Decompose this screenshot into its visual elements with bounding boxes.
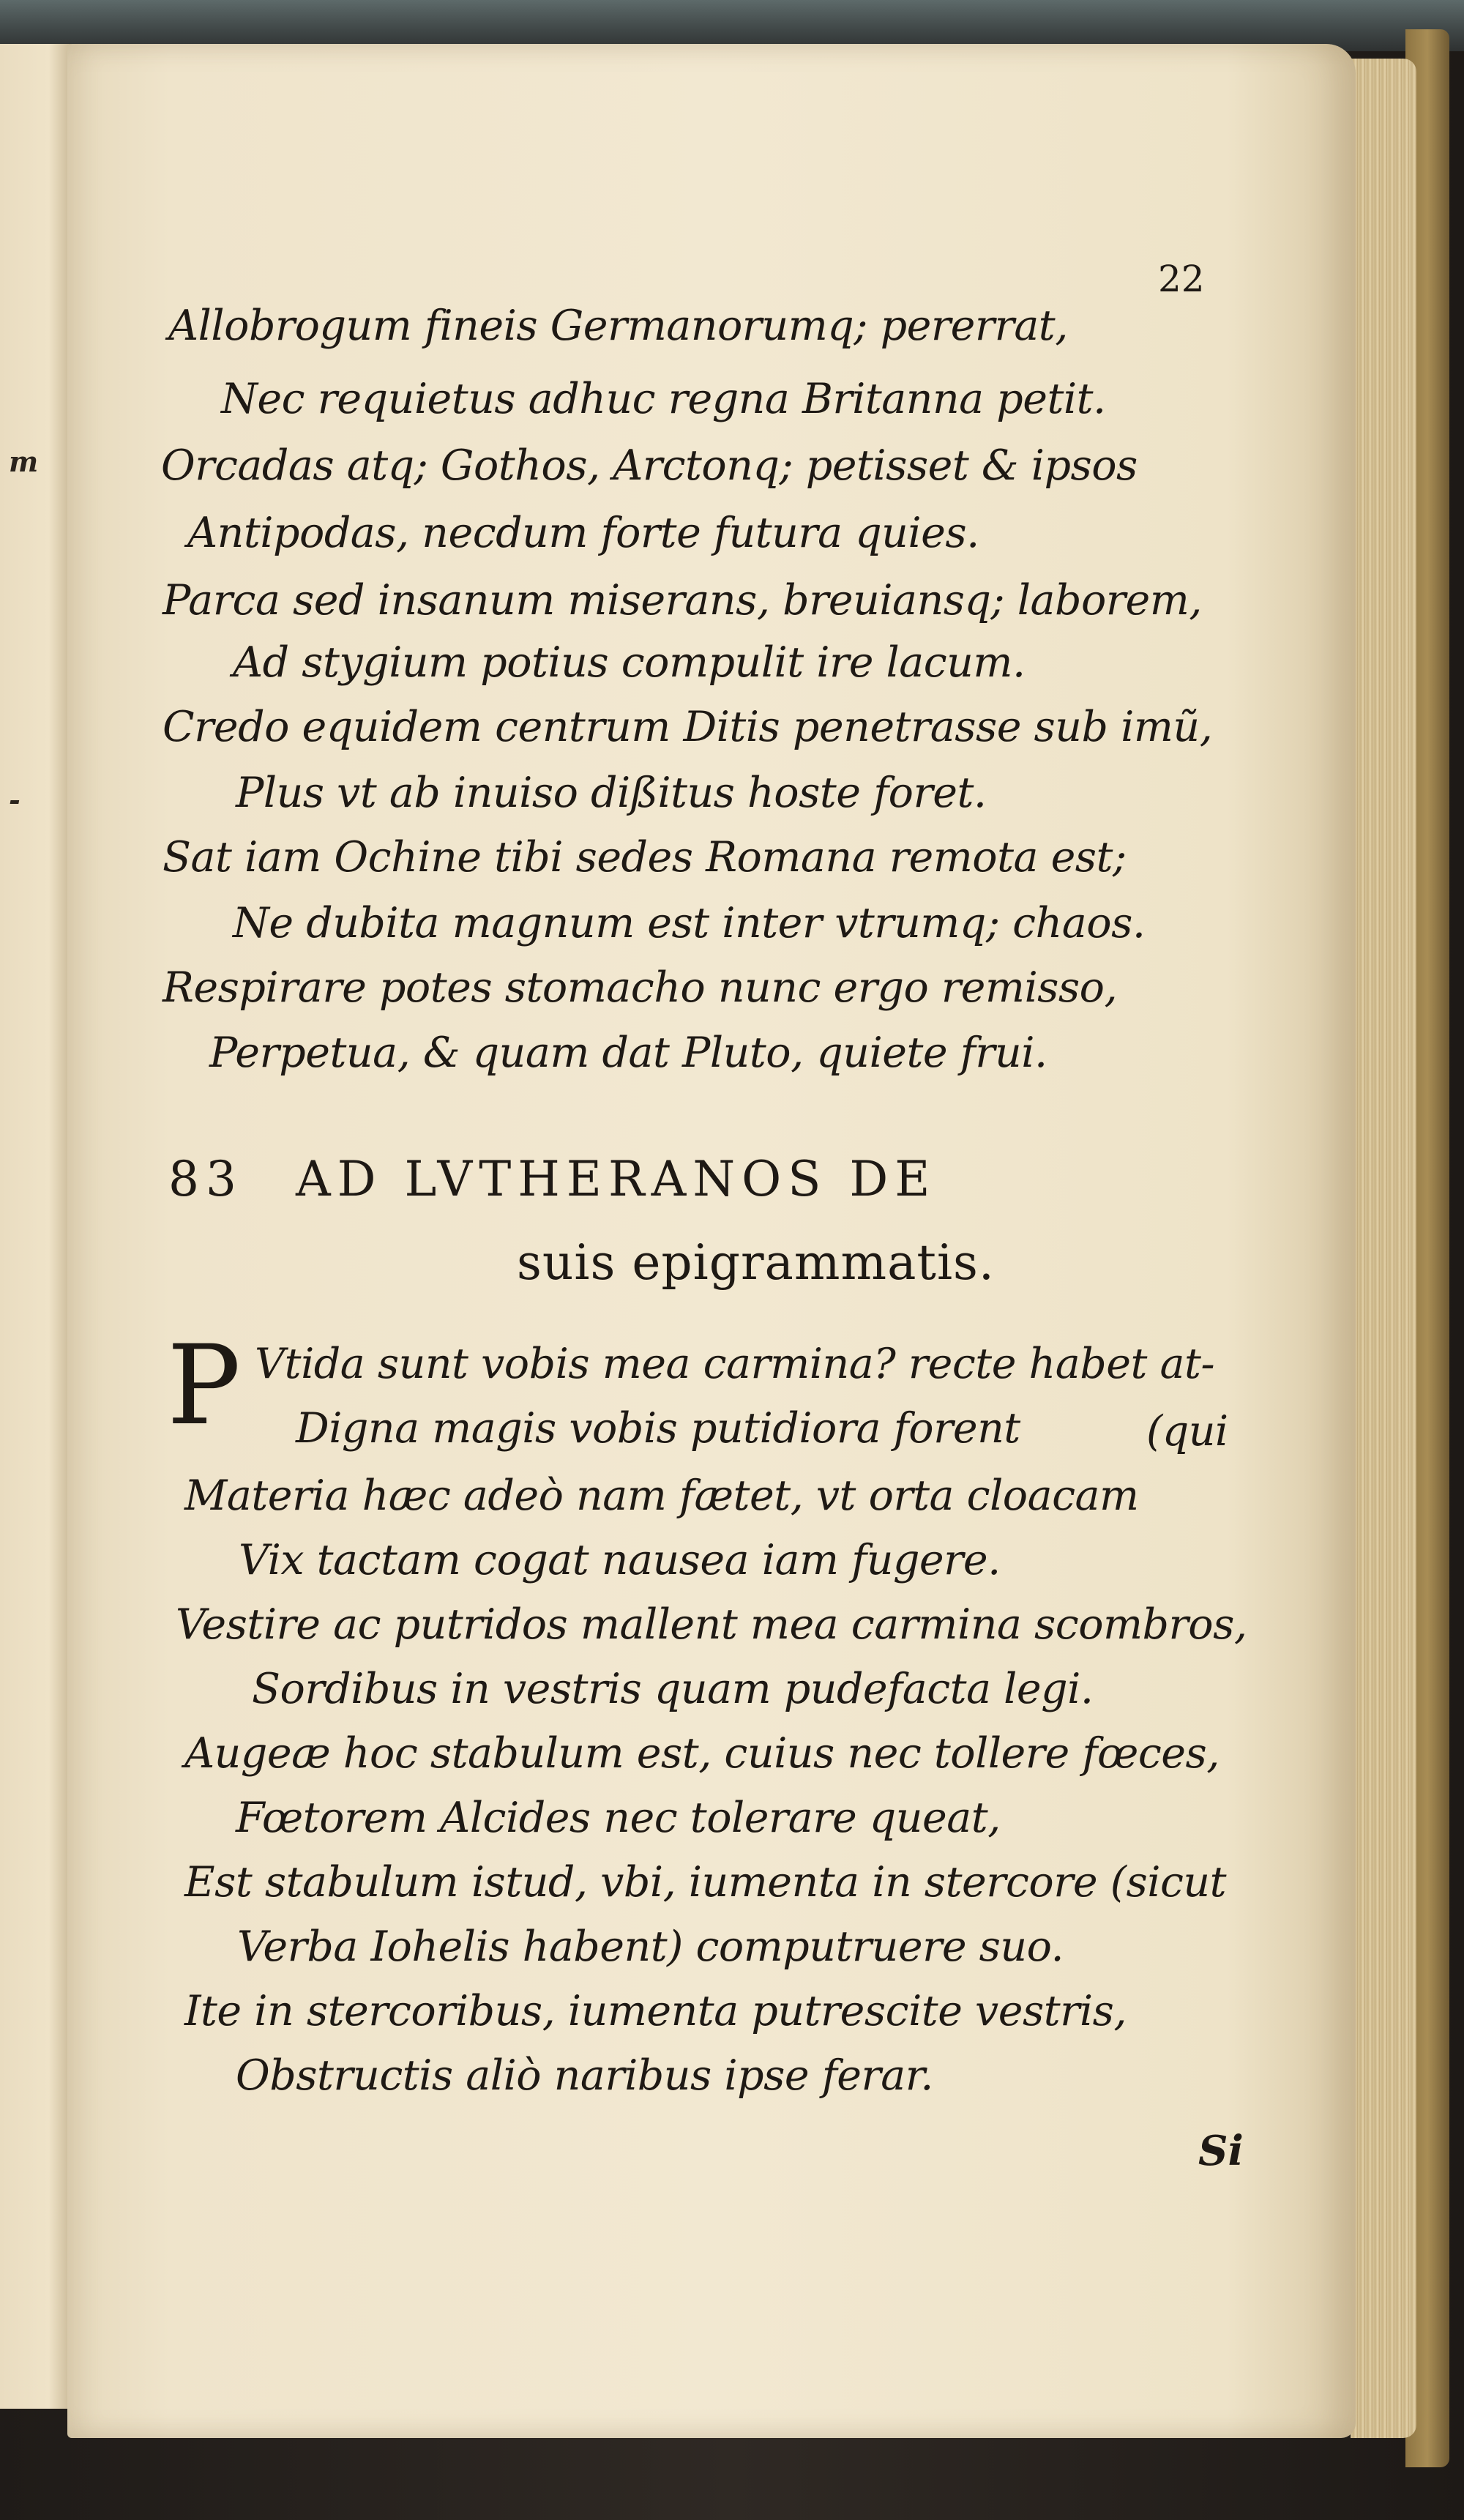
facing-page-mark: m xyxy=(9,445,39,478)
page-number: 22 xyxy=(1158,258,1205,300)
verse-line: Sat iam Ochine tibi sedes Romana remota est; xyxy=(163,833,1127,881)
verse-line: Credo equidem centrum Ditis penetrasse sub imũ, xyxy=(163,703,1213,751)
verse-line: Ne dubita magnum est inter vtrumq; chaos. xyxy=(233,899,1146,947)
verse-line: Antipodas, necdum forte futura quies. xyxy=(187,509,979,557)
verse-line: Sordibus in vestris quam pudefacta legi. xyxy=(252,1665,1094,1713)
verse-line: Augeæ hoc stabulum est, cuius nec tollere fœces, xyxy=(184,1729,1220,1778)
verse-line: Materia hæc adeò nam fætet, vt orta cloacam xyxy=(184,1472,1139,1520)
verse-line: Parca sed insanum miserans, breuiansq; laborem, xyxy=(163,576,1202,625)
verse-line: Allobrogum fineis Germanorumq; pererrat, xyxy=(168,302,1068,350)
page-edges xyxy=(1351,59,1416,2438)
verse-line: Plus vt ab inuiso dißitus hoste foret. xyxy=(236,769,987,817)
verse-line: Ad stygium potius compulit ire lacum. xyxy=(233,638,1026,687)
verse-line: Orcadas atq; Gothos, Arctonq; petisset & ipsos xyxy=(161,441,1138,490)
section-title: AD LVTHERANOS DE xyxy=(296,1151,937,1207)
verse-line: Nec requietus adhuc regna Britanna petit. xyxy=(221,375,1106,423)
verse-line: Respirare potes stomacho nunc ergo remisso, xyxy=(163,963,1118,1012)
verse-line: Vtida sunt vobis mea carmina? recte habet at- xyxy=(255,1340,1215,1388)
verse-line: Digna magis vobis putidiora forent xyxy=(296,1404,1020,1453)
verse-line: Vestire ac putridos mallent mea carmina scombros, xyxy=(176,1600,1247,1649)
facing-page-mark: - xyxy=(9,783,20,816)
drop-cap: P xyxy=(167,1322,241,1450)
section-number: 83 xyxy=(168,1151,243,1207)
catchword: Si xyxy=(1198,2127,1244,2175)
verse-line: Obstructis aliò naribus ipse ferar. xyxy=(236,2051,933,2100)
verse-line: Fœtorem Alcides nec tolerare queat, xyxy=(236,1794,1001,1842)
verse-line: Perpetua, & quam dat Pluto, quiete frui. xyxy=(209,1029,1047,1077)
verse-line: Verba Iohelis habent) computruere suo. xyxy=(237,1923,1064,1971)
facing-page-strip xyxy=(0,44,71,2409)
verse-line: Ite in stercoribus, iumenta putrescite vestris, xyxy=(184,1987,1127,2035)
verse-line: Est stabulum istud, vbi, iumenta in stercore (sicut xyxy=(184,1858,1227,1906)
verse-line-fragment: (qui xyxy=(1146,1407,1228,1455)
section-subtitle: suis epigrammatis. xyxy=(517,1234,995,1291)
verse-line: Vix tactam cogat nausea iam fugere. xyxy=(239,1536,1001,1584)
